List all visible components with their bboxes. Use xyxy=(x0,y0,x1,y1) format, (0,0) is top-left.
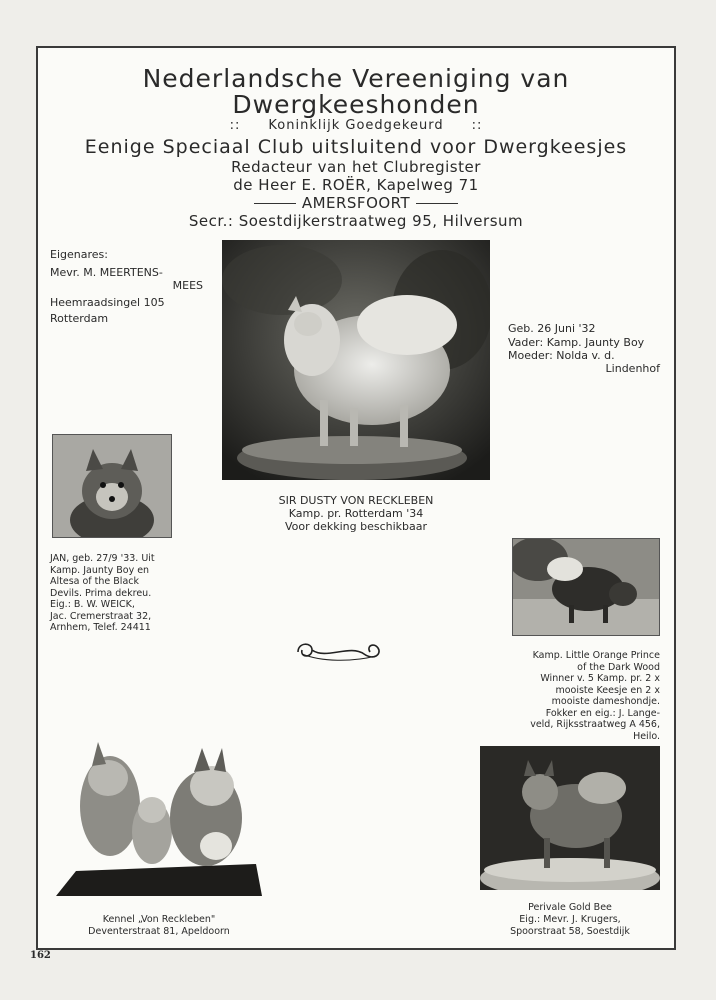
header-city-line xyxy=(38,194,674,212)
header-city: AMERSFOORT xyxy=(301,194,411,212)
jan-line: Eig.: B. W. WEICK, xyxy=(50,599,135,610)
prince-line: Kamp. Little Orange Prince xyxy=(532,650,660,661)
main-dog-caption-stud: Voor dekking beschikbaar xyxy=(284,520,428,533)
owner-name2: MEES xyxy=(172,279,203,292)
prince-line: Winner v. 5 Kamp. pr. 2 x xyxy=(540,673,660,684)
divider-right xyxy=(416,203,458,204)
main-dog-birth: Geb. 26 Juni '32 xyxy=(508,322,596,335)
prince-line: Heilo. xyxy=(633,730,660,742)
prince-text xyxy=(504,650,660,742)
header-secretary-line: Secr.: Soestdijkerstraatweg 95, Hilversum xyxy=(188,212,524,230)
prince-line: veld, Rijksstraatweg A 456, xyxy=(530,719,660,730)
main-dog-mother-cont: Lindenhof xyxy=(605,362,660,375)
header-title-line1: Nederlandsche Vereeniging van xyxy=(142,64,570,93)
divider-left xyxy=(254,203,296,204)
page-number: 162 xyxy=(30,950,51,961)
kennel-group-photo xyxy=(56,736,262,896)
header-title-line2: Dwergkeeshonden xyxy=(232,90,480,119)
owner-city: Rotterdam xyxy=(50,312,109,325)
prince-photo xyxy=(512,538,660,636)
jan-line: Altesa of the Black xyxy=(50,576,139,587)
jan-photo xyxy=(52,434,172,538)
jan-line: JAN, geb. 27/9 '33. Uit xyxy=(50,553,155,564)
flourish-ornament xyxy=(292,636,384,668)
main-dog-photo xyxy=(222,240,490,480)
gold-bee-address: Spoorstraat 58, Soestdijk xyxy=(510,926,630,937)
gold-bee-owner: Eig.: Mevr. J. Krugers, xyxy=(519,914,621,925)
prince-line: mooiste Keesje en 2 x xyxy=(555,684,660,696)
royal-text: Koninklijk Goedgekeurd xyxy=(268,118,444,133)
jan-line: Devils. Prima dekreu. xyxy=(50,587,152,599)
jan-line: Kamp. Jaunty Boy en xyxy=(50,564,150,576)
royal-mark-left: :: xyxy=(229,118,241,133)
main-dog-father: Vader: Kamp. Jaunty Boy xyxy=(508,336,645,349)
header-club-line: Eenige Speciaal Club uitsluitend voor Dwergkeesjes xyxy=(84,136,628,158)
jan-line: Jac. Cremerstraat 32, xyxy=(50,610,152,622)
header-address-line: de Heer E. ROËR, Kapelweg 71 xyxy=(233,176,479,194)
kennel-address: Deventerstraat 81, Apeldoorn xyxy=(88,926,230,937)
page-frame xyxy=(36,46,676,950)
owner-name1: Mevr. M. MEERTENS- xyxy=(50,266,163,279)
kennel-name: Kennel „Von Reckleben" xyxy=(102,914,216,925)
header-editor-line: Redacteur van het Clubregister xyxy=(231,158,481,176)
prince-line: of the Dark Wood xyxy=(577,661,660,673)
header-royal-line xyxy=(38,118,674,133)
prince-line: Fokker en eig.: J. Lange- xyxy=(545,707,660,719)
prince-line: mooiste dameshondje. xyxy=(551,696,660,707)
gold-bee-photo xyxy=(480,746,660,890)
jan-text xyxy=(50,553,155,634)
main-dog-caption-name: SIR DUSTY VON RECKLEBEN xyxy=(278,494,434,507)
gold-bee-name: Perivale Gold Bee xyxy=(528,902,612,913)
owner-street: Heemraadsingel 105 xyxy=(50,296,165,309)
royal-mark-right: :: xyxy=(471,118,483,133)
main-dog-caption-prize: Kamp. pr. Rotterdam '34 xyxy=(288,507,424,520)
main-dog-mother: Moeder: Nolda v. d. xyxy=(508,349,615,362)
jan-line: Arnhem, Telef. 24411 xyxy=(50,622,151,633)
owner-label: Eigenares: xyxy=(50,248,108,261)
